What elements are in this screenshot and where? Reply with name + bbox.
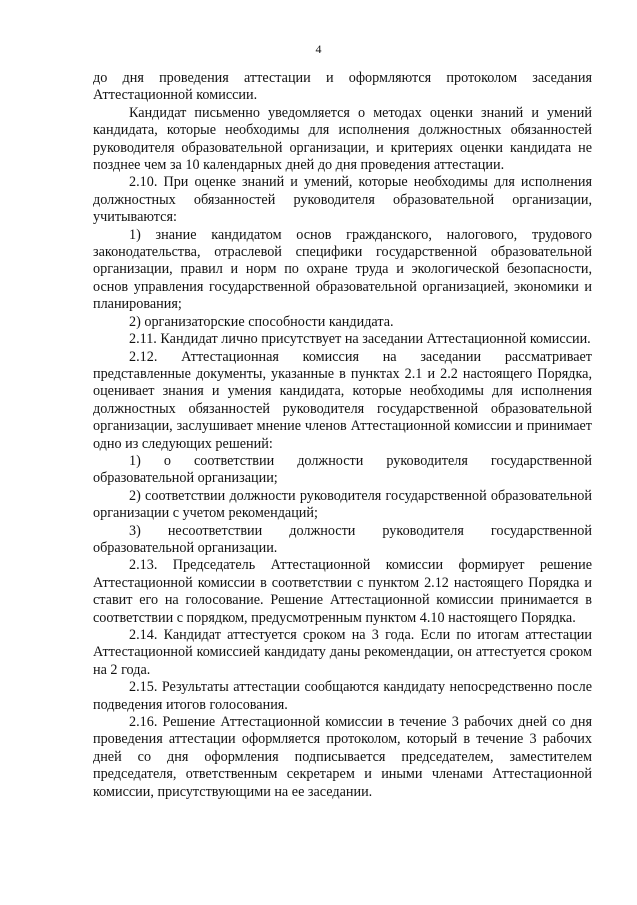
page-number: 4 [315,42,322,56]
paragraph-2-11: 2.11. Кандидат лично присутствует на заседании Аттестационной комиссии. [129,331,591,348]
paragraph-2-10-item-1: 1) знание кандидатом основ гражданского, налогового, трудового законодательства, отраслевой специфики государственной образовательной организации, правил и норм по охране труда и экологической безопасности, основ управления государственной образовательной организацией, экономики и планирования; [93,226,592,313]
paragraph-2-12-item-1: 1) о соответствии должности руководителя государственной образовательной организации; [93,452,592,487]
paragraph-2-12-item-2: 2) соответствии должности руководителя государственной образовательной организации с учетом рекомендаций; [93,487,592,522]
paragraph-2-10: 2.10. При оценке знаний и умений, которые необходимы для исполнения должностных обязанностей руководителя образовательной организации, учитываются: [93,174,592,226]
paragraph-2-15: 2.15. Результаты аттестации сообщаются кандидату непосредственно после подведения итогов голосования. [93,679,592,713]
paragraph-2-16: 2.16. Решение Аттестационной комиссии в течение 3 рабочих дней со дня проведения аттестации оформляется протоколом, который в течение 3 рабочих дней со дня оформления подписывается председателем, заместителем председателя, ответственным секретарем и иными членами Аттестационной комиссии, присутствующими на ее заседании. [93,714,592,800]
paragraph-continuation: до дня проведения аттестации и оформляются протоколом заседания Аттестационной комиссии. [93,70,592,104]
paragraph-2-12-item-3: 3) несоответствии должности руководителя государственной образовательной организации. [93,522,592,556]
paragraph-2-13: 2.13. Председатель Аттестационной комиссии формирует решение Аттестационной комиссии в соответствии с пунктом 2.12 настоящего Порядка и ставит его на голосование. Решение Аттестационной комиссии принимается в соответствии с порядком, предусмотренным пунктом 4.10 настоящего Порядка. [93,557,592,626]
paragraph-2-10-item-2: 2) организаторские способности кандидата. [129,313,394,330]
paragraph-2-12: 2.12. Аттестационная комиссия на заседании рассматривает представленные документы, указанные в пунктах 2.1 и 2.2 настоящего Порядка, оценивает знания и умения кандидата, которые необходимы для исполнения должностных обязанностей руководителя государственной образовательной организации, заслушивает мнение членов Аттестационной комиссии и принимает одно из следующих решений: [93,348,592,452]
document-body [93,70,592,801]
paragraph-notification: Кандидат письменно уведомляется о методах оценки знаний и умений кандидата, которые необходимы для исполнения должностных обязанностей руководителя образовательной организации, и критериях оценки кандидата не позднее чем за 10 календарных дней до дня проведения аттестации. [93,104,592,174]
paragraph-2-14: 2.14. Кандидат аттестуется сроком на 3 года. Если по итогам аттестации Аттестационной комиссией кандидату даны рекомендации, он аттестуется сроком на 2 года. [93,627,592,678]
